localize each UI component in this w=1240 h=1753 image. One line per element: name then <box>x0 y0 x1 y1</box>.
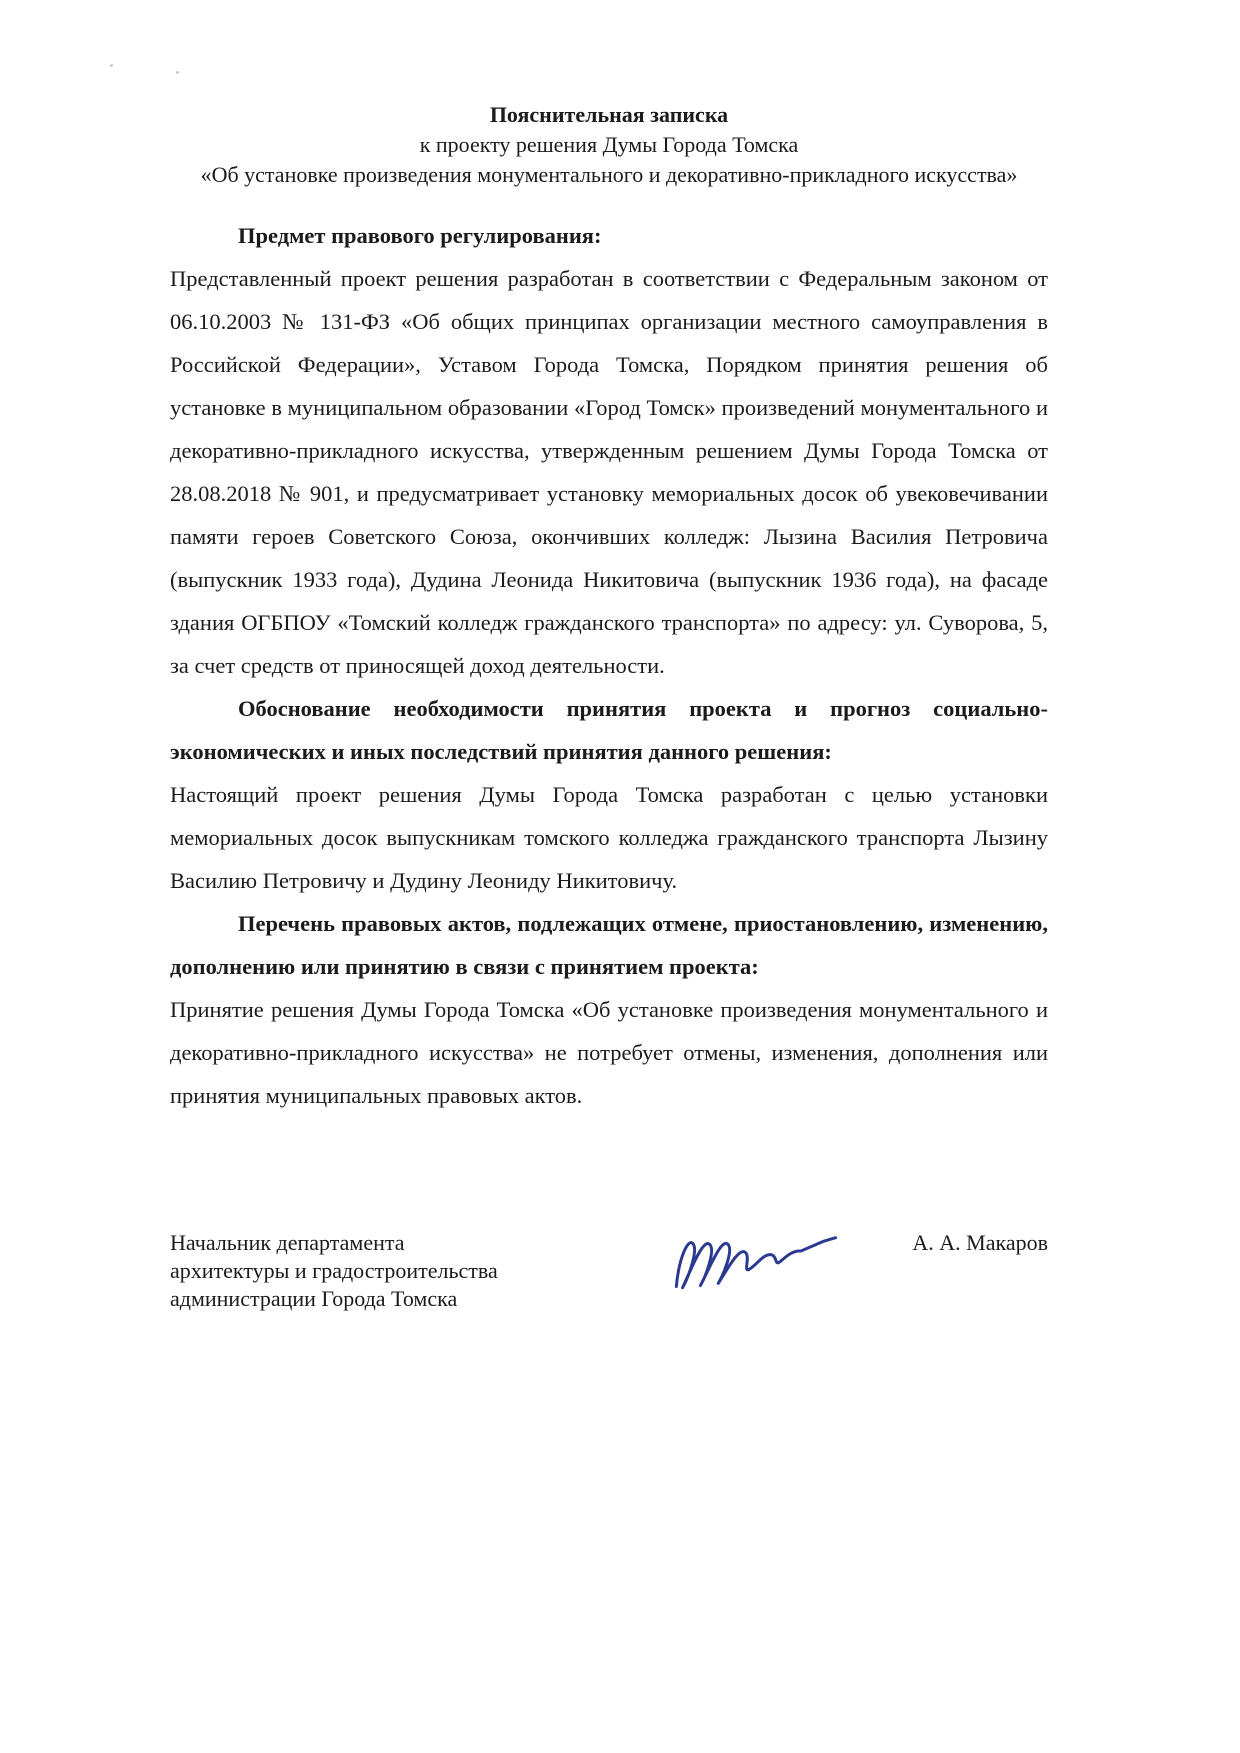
section-heading-subject-of-regulation: Предмет правового регулирования: <box>238 223 602 248</box>
scan-speck <box>176 71 179 74</box>
signature-image <box>661 1201 908 1305</box>
document-subtitle-line-1: к проекту решения Думы Города Томска <box>419 132 799 157</box>
signatory-position <box>170 1229 515 1313</box>
section-body-justification: Настоящий проект решения Думы Города Томска разработан с целью установки мемориальных досок выпускникам томского колледжа гражданского транспорта Лызину Василию Петровичу и Дудину Леониду Никитовичу. <box>170 782 1048 893</box>
document-title-block <box>170 100 1048 190</box>
document-title: Пояснительная записка <box>489 102 729 127</box>
section-heading-justification: Обоснование необходимости принятия проекта и прогноз социально-экономических и иных последствий принятия данного решения: <box>170 696 1048 764</box>
section-body-subject-of-regulation: Представленный проект решения разработан в соответствии с Федеральным законом от 06.10.2003 № 131-ФЗ «Об общих принципах организации местного самоуправления в Российской Федерации», Уставом Города Томска, Порядком принятия решения об установке в муниципальном образовании «Город Томск» произведений монументального и декоративно-прикладного искусства, утвержденным решением Думы Города Томска от 28.08.2018 № 901, и предусматривает установку мемориальных досок об увековечивании памяти героев Советского Союза, окончивших колледж: Лызина Василия Петровича (выпускник 1933 года), Дудина Леонида Никитовича (выпускник 1936 года), на фасаде здания ОГБПОУ «Томский колледж гражданского транспорта» по адресу: ул. Суворова, 5, за счет средств от приносящей доход деятельности. <box>170 266 1048 678</box>
signatory-name: А. А. Макаров <box>912 1230 1048 1255</box>
signature-block <box>170 1229 1048 1313</box>
signatory-position-line-3: администрации Города Томска <box>170 1286 458 1311</box>
scan-speck <box>110 64 113 67</box>
section-body-list-of-acts: Принятие решения Думы Города Томска «Об установке произведения монументального и декоративно-прикладного искусства» не потребует отмены, изменения, дополнения или принятия муниципальных правовых актов. <box>170 997 1048 1108</box>
section-heading-list-of-acts: Перечень правовых актов, подлежащих отмене, приостановлению, изменению, дополнению или принятию в связи с принятием проекта: <box>170 911 1048 979</box>
document-subtitle-line-2: «Об установке произведения монументального и декоративно-прикладного искусства» <box>200 162 1018 187</box>
signatory-position-line-2: архитектуры и градостроительства <box>170 1258 498 1283</box>
signatory-position-line-1: Начальник департамента <box>170 1230 405 1255</box>
